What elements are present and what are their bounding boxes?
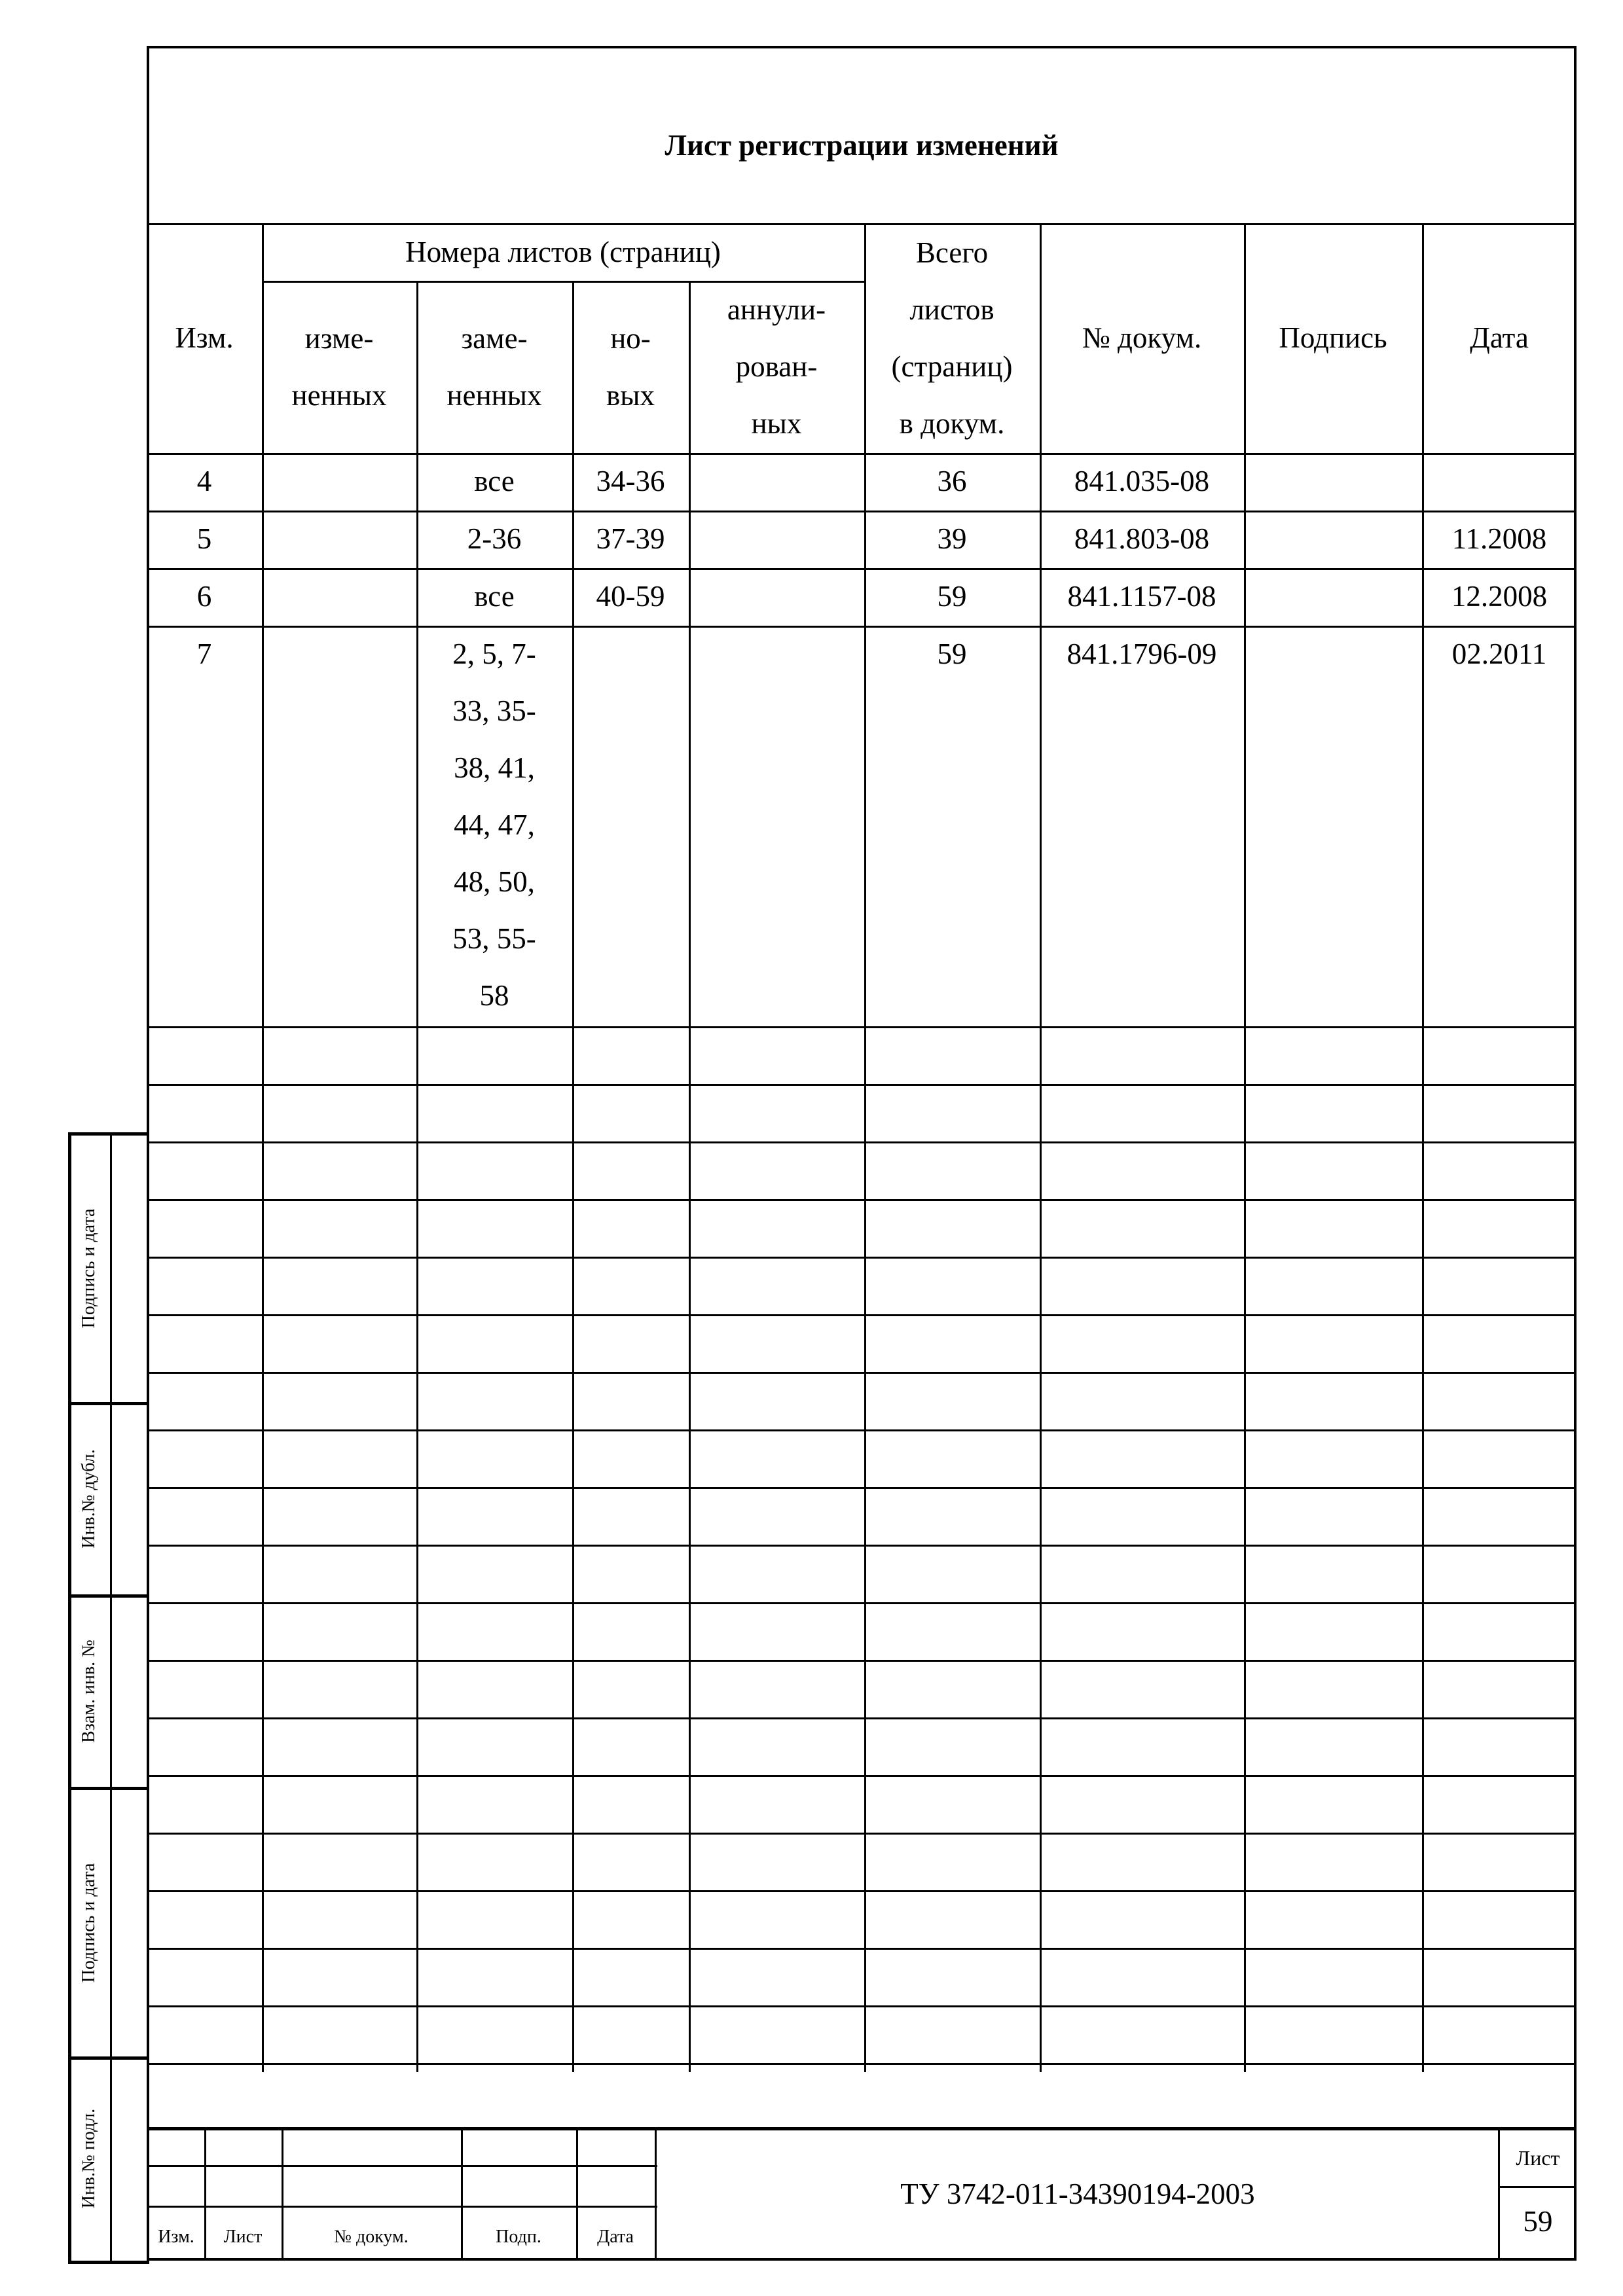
header-doc-no: № докум. [1082, 321, 1202, 354]
header-bottom-border [147, 453, 1577, 455]
table-cell-total: 36 [937, 465, 967, 497]
title-block-col [655, 2127, 657, 2258]
table-cell-total: 59 [937, 637, 967, 670]
title-block-doc-no: № докум. [334, 2227, 409, 2247]
document-code: ТУ 3742-011-34390194-2003 [900, 2177, 1255, 2210]
table-row-line [147, 568, 1577, 570]
table-cell-date: 11.2008 [1451, 522, 1547, 555]
side-label-podpis-data-2: Подпись и дата [79, 1863, 99, 1983]
table-row-line [147, 1660, 1577, 1662]
table-row-line [147, 626, 1577, 628]
header-new: но- вых [606, 321, 655, 412]
table-row-line [147, 1487, 1577, 1489]
table-cell-total: 39 [937, 522, 967, 555]
table-cell-replaced: 2, 5, 7- 33, 35- 38, 41, 44, 47, 48, 50, 53, 55- 58 [452, 637, 536, 1012]
table-row-line [147, 511, 1577, 512]
side-stamp-border [68, 1132, 71, 2263]
col-line [1422, 223, 1424, 2072]
title-block-data: Дата [597, 2227, 634, 2247]
side-label-inv-podl: Инв.№ подл. [79, 2108, 99, 2209]
table-cell-replaced: 2-36 [467, 522, 522, 555]
table-cell-doc_no: 841.803-08 [1074, 522, 1210, 555]
header-date: Дата [1470, 321, 1529, 354]
title-block-line [147, 2165, 657, 2167]
header-izm: Изм. [175, 321, 234, 354]
table-row-line [147, 1026, 1577, 1028]
sheet-number: 59 [1523, 2204, 1553, 2238]
col-line [262, 223, 264, 2072]
table-row-line [147, 2005, 1577, 2007]
table-row-line [147, 1545, 1577, 1547]
table-cell-new: 34-36 [596, 465, 665, 497]
table-row-line [147, 1314, 1577, 1316]
title-block-line [147, 2206, 657, 2208]
table-cell-replaced: все [474, 580, 515, 613]
side-label-vzam-inv: Взам. инв. № [79, 1640, 99, 1743]
table-cell-replaced: все [474, 465, 515, 497]
table-cell-date: 02.2011 [1451, 637, 1547, 670]
col-line [1244, 223, 1246, 2072]
table-cell-izm: 4 [196, 465, 212, 497]
table-row-line [147, 1890, 1577, 1892]
table-cell-date: 12.2008 [1451, 580, 1548, 613]
title-block-list: Лист [223, 2227, 263, 2247]
table-row-line [147, 1775, 1577, 1777]
table-row-line [147, 1084, 1577, 1086]
table-cell-total: 59 [937, 580, 967, 613]
header-replaced: заме- ненных [447, 321, 542, 412]
table-row-line [147, 1429, 1577, 1431]
table-cell-izm: 5 [196, 522, 212, 555]
side-stamp-divider [110, 1132, 112, 2263]
header-total: Всего листов (страниц) в докум. [891, 236, 1013, 440]
header-changed: изме- ненных [291, 321, 387, 412]
col-line [689, 281, 691, 2072]
title-block-izm: Изм. [158, 2227, 194, 2247]
side-label-podpis-data-1: Подпись и дата [79, 1208, 99, 1329]
table-row-line [147, 1833, 1577, 1835]
table-row-line [147, 1199, 1577, 1201]
table-row-line [147, 1141, 1577, 1143]
table-cell-new: 40-59 [596, 580, 665, 613]
table-row-line [147, 1372, 1577, 1374]
table-cell-izm: 6 [196, 580, 212, 613]
table-row-line [147, 1948, 1577, 1950]
table-cell-doc_no: 841.1796-09 [1067, 637, 1217, 670]
side-stamp-line [68, 1132, 149, 1136]
table-cell-new: 37-39 [596, 522, 665, 555]
table-cell-doc_no: 841.035-08 [1074, 465, 1210, 497]
header-signature: Подпись [1279, 321, 1387, 354]
table-cell-izm: 7 [196, 637, 212, 670]
page-title: Лист регистрации изменений [665, 129, 1059, 162]
header-annulled: аннули- рован- ных [727, 293, 826, 440]
title-block-podp: Подп. [496, 2227, 541, 2247]
sheet-label: Лист [1516, 2145, 1560, 2170]
side-label-inv-dubl: Инв.№ дубл. [79, 1449, 99, 1549]
table-row-line [147, 1717, 1577, 1719]
table-cell-doc_no: 841.1157-08 [1067, 580, 1216, 613]
table-row-line [147, 1602, 1577, 1604]
table-row-line [147, 2063, 1577, 2065]
header-sheet-numbers: Номера листов (страниц) [405, 235, 721, 268]
table-row-line [147, 1257, 1577, 1259]
